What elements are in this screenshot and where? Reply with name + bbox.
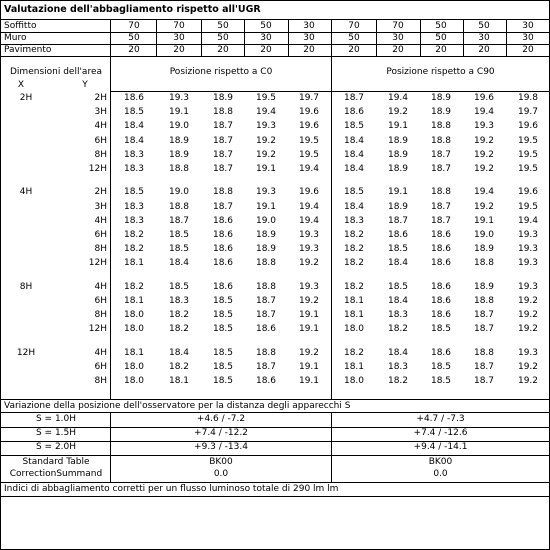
reflectance-value: 50 [478,21,490,31]
ugr-value: 19.3 [517,347,539,358]
ugr-value: 18.4 [343,149,365,160]
grid-line [331,19,332,56]
area-x: 12H [16,347,36,358]
ugr-value: 18.2 [387,376,409,387]
table-title: Valutazione dell'abbagliamento rispetto all'UGR [4,4,261,15]
ugr-value: 19.3 [255,121,277,132]
ugr-value: 18.2 [168,324,190,335]
ugr-value: 19.2 [255,149,277,160]
ugr-value: 18.3 [168,296,190,307]
ugr-value: 18.5 [430,324,452,335]
ugr-value: 18.4 [123,135,145,146]
ugr-value: 19.4 [473,187,495,198]
ugr-value: 18.5 [168,281,190,292]
ugr-value: 18.7 [430,149,452,160]
ugr-value: 19.3 [517,281,539,292]
reflectance-value: 20 [217,45,229,55]
ugr-value: 18.7 [473,310,495,321]
ugr-value: 18.7 [430,164,452,174]
ugr-value: 18.5 [343,121,365,132]
reflectance-value: 20 [392,45,404,55]
ugr-value: 18.9 [168,149,190,160]
ugr-value: 18.6 [255,324,277,335]
grid-line [331,56,332,399]
ugr-value: 19.5 [298,149,320,160]
correction-c0: 0.0 [213,469,229,479]
ugr-value: 18.5 [343,187,365,198]
reflectance-value: 20 [348,45,360,55]
correction-label: CorrectionSummand [9,469,103,479]
ugr-value: 18.5 [212,362,234,373]
ugr-value: 19.1 [298,310,320,321]
grid-line [420,19,421,56]
correction-c90: 0.0 [433,469,448,479]
area-y: 12H [88,164,107,174]
reflectance-value: 20 [478,45,490,55]
ugr-value: 19.3 [298,244,320,255]
ugr-value: 18.7 [473,324,495,335]
ugr-value: 18.9 [212,93,234,103]
area-x: 2H [19,93,33,103]
ugr-value: 18.1 [343,296,365,307]
ugr-value: 18.7 [473,362,495,373]
ugr-value: 18.6 [212,258,234,269]
ugr-value: 18.0 [123,310,145,321]
ugr-value: 18.8 [168,201,190,212]
ugr-value: 19.4 [473,107,495,118]
area-y: 8H [94,244,107,255]
ugr-value: 19.5 [255,93,277,103]
ugr-value: 18.3 [123,201,145,212]
ugr-value: 19.2 [298,347,320,358]
ugr-value: 18.0 [343,376,365,387]
ugr-value: 19.4 [255,107,277,118]
reflectance-label: Pavimento [4,45,52,55]
reflectance-value: 70 [392,21,404,31]
ugr-value: 18.4 [387,347,409,358]
ugr-value: 18.0 [343,324,365,335]
ugr-value: 18.2 [343,281,365,292]
reflectance-value: 30 [173,33,185,43]
ugr-value: 19.3 [517,244,539,255]
area-y: 6H [94,135,107,146]
ugr-value: 18.3 [343,215,365,226]
c90-header: Posizione rispetto a C90 [386,67,495,77]
dimensions-header: Dimensioni dell'area [10,67,102,77]
ugr-value: 19.3 [517,230,539,241]
ugr-value: 19.6 [517,187,539,198]
reflectance-value: 50 [435,21,447,31]
ugr-value: 19.5 [298,135,320,146]
ugr-value: 19.3 [298,230,320,241]
ugr-value: 18.7 [430,215,452,226]
ugr-value: 18.5 [430,376,452,387]
ugr-value: 18.3 [123,149,145,160]
ugr-value: 19.6 [298,107,320,118]
x-label: X [17,80,25,90]
ugr-value: 18.9 [473,281,495,292]
grid-line [1,496,549,497]
ugr-value: 19.2 [517,296,539,307]
reflectance-value: 50 [260,21,272,31]
ugr-value: 19.5 [517,135,539,146]
grid-line [288,19,289,56]
ugr-value: 18.2 [343,244,365,255]
variation-s-label: S = 1.5H [35,428,77,438]
standard-table-c0: BK00 [209,457,233,467]
ugr-value: 18.4 [168,347,190,358]
ugr-value: 19.2 [473,164,495,174]
reflectance-value: 50 [435,33,447,43]
ugr-value: 18.6 [123,93,145,103]
ugr-value: 18.6 [343,107,365,118]
ugr-value: 18.4 [168,258,190,269]
ugr-value: 18.6 [430,281,452,292]
ugr-value: 18.0 [123,376,145,387]
reflectance-value: 20 [435,45,447,55]
ugr-value: 18.8 [212,107,234,118]
ugr-value: 19.2 [517,376,539,387]
ugr-value: 18.7 [387,215,409,226]
ugr-value: 18.6 [430,310,452,321]
ugr-value: 19.1 [168,107,190,118]
ugr-value: 18.6 [430,244,452,255]
standard-table-label: Standard Table [22,457,90,467]
area-x: 4H [19,187,33,198]
standard-table-c90: BK00 [428,457,453,467]
ugr-value: 18.8 [430,121,452,132]
footnote: Indici di abbagliamento corretti per un flusso luminoso totale di 290 lm lm [4,484,339,494]
ugr-value: 18.4 [343,201,365,212]
ugr-value: 18.6 [430,347,452,358]
ugr-value: 18.9 [430,93,452,103]
ugr-value: 18.1 [343,362,365,373]
ugr-value: 18.5 [212,347,234,358]
ugr-value: 18.8 [168,164,190,174]
ugr-value: 19.1 [298,362,320,373]
ugr-value: 19.3 [255,187,277,198]
reflectance-value: 50 [348,33,360,43]
ugr-value: 18.3 [123,164,145,174]
reflectance-value: 30 [260,33,272,43]
area-y: 6H [94,296,107,307]
ugr-value: 18.7 [168,215,190,226]
grid-line [110,412,111,482]
ugr-value: 18.0 [123,362,145,373]
ugr-value: 18.4 [343,135,365,146]
ugr-value: 19.2 [473,135,495,146]
ugr-value: 19.2 [255,135,277,146]
ugr-value: 18.7 [255,362,277,373]
ugr-value: 19.1 [298,376,320,387]
ugr-value: 18.5 [212,376,234,387]
ugr-value: 18.4 [123,121,145,132]
ugr-value: 18.7 [255,310,277,321]
ugr-value: 18.7 [430,201,452,212]
reflectance-value: 20 [260,45,272,55]
reflectance-value: 30 [303,21,315,31]
ugr-value: 18.9 [387,149,409,160]
ugr-value: 19.4 [298,215,320,226]
area-y: 4H [94,215,107,226]
ugr-value: 18.8 [430,135,452,146]
ugr-value: 18.2 [123,230,145,241]
ugr-value: 19.3 [473,121,495,132]
c0-header: Posizione rispetto a C0 [169,67,273,77]
area-y: 4H [94,347,107,358]
area-y: 2H [94,93,107,103]
grid-line [463,19,464,56]
reflectance-value: 50 [217,21,229,31]
grid-line [331,412,332,482]
ugr-value: 19.2 [473,149,495,160]
area-y: 12H [88,258,107,269]
variation-c0: +4.6 / -7.2 [196,414,246,424]
ugr-value: 18.7 [473,376,495,387]
ugr-value: 19.3 [168,93,190,103]
ugr-value: 18.5 [123,107,145,118]
ugr-value: 18.8 [430,187,452,198]
ugr-value: 19.1 [387,187,409,198]
ugr-value: 19.2 [517,310,539,321]
ugr-value: 18.6 [212,244,234,255]
reflectance-value: 30 [303,33,315,43]
ugr-value: 18.6 [430,258,452,269]
reflectance-value: 70 [128,21,140,31]
reflectance-value: 30 [478,33,490,43]
grid-line [506,19,507,56]
reflectance-value: 20 [173,45,185,55]
grid-line [110,19,111,56]
grid-line [156,19,157,56]
ugr-value: 19.5 [517,164,539,174]
ugr-value: 19.2 [298,258,320,269]
ugr-value: 18.3 [387,362,409,373]
ugr-value: 19.4 [387,93,409,103]
grid-line [110,56,111,399]
ugr-value: 18.7 [212,135,234,146]
ugr-value: 18.9 [168,135,190,146]
reflectance-value: 50 [128,33,140,43]
ugr-value: 18.8 [473,258,495,269]
area-y: 2H [94,187,107,198]
ugr-value: 18.6 [430,230,452,241]
ugr-value: 19.6 [473,93,495,103]
ugr-value: 19.1 [255,201,277,212]
ugr-value: 19.8 [517,93,539,103]
ugr-value: 18.2 [123,244,145,255]
ugr-value: 19.3 [298,281,320,292]
ugr-value: 19.3 [517,258,539,269]
ugr-value: 18.6 [212,230,234,241]
grid-line [244,19,245,56]
ugr-value: 18.2 [168,362,190,373]
area-y: 8H [94,376,107,387]
ugr-value: 18.5 [168,230,190,241]
ugr-value: 18.2 [343,230,365,241]
reflectance-label: Soffitto [4,21,37,31]
area-y: 8H [94,310,107,321]
variation-label: Variazione della posizione dell'osservatore per la distanza degli apparecchi S [4,401,351,411]
ugr-value: 18.2 [123,281,145,292]
ugr-value: 18.7 [212,121,234,132]
reflectance-value: 20 [522,45,534,55]
ugr-value: 18.3 [387,310,409,321]
ugr-value: 18.4 [387,296,409,307]
reflectance-value: 50 [217,33,229,43]
variation-s-label: S = 2.0H [35,442,77,452]
ugr-value: 19.0 [168,121,190,132]
grid-line [201,19,202,56]
ugr-value: 19.6 [517,121,539,132]
ugr-value: 18.9 [473,244,495,255]
ugr-value: 19.2 [517,362,539,373]
ugr-value: 18.9 [430,107,452,118]
ugr-value: 19.2 [387,107,409,118]
reflectance-label: Muro [4,33,27,43]
area-y: 6H [94,230,107,241]
ugr-value: 19.4 [298,164,320,174]
ugr-value: 18.2 [343,258,365,269]
variation-s-label: S = 1.0H [35,414,77,424]
ugr-value: 18.8 [255,281,277,292]
reflectance-value: 20 [303,45,315,55]
ugr-value: 18.3 [123,215,145,226]
grid-line [376,19,377,56]
ugr-value: 18.5 [123,187,145,198]
variation-c90: +7.4 / -12.6 [413,428,468,438]
area-y: 4H [94,121,107,132]
variation-c90: +4.7 / -7.3 [416,414,465,424]
area-y: 12H [88,324,107,335]
ugr-value: 19.1 [387,121,409,132]
grid-line [1,56,549,57]
area-y: 3H [94,201,107,212]
ugr-value: 18.7 [212,201,234,212]
ugr-value: 18.5 [387,244,409,255]
ugr-value: 19.1 [473,215,495,226]
ugr-value: 18.5 [430,362,452,373]
ugr-value: 19.7 [517,107,539,118]
ugr-value: 18.9 [387,201,409,212]
ugr-value: 18.9 [255,244,277,255]
ugr-value: 18.8 [255,347,277,358]
y-label: Y [82,80,88,90]
ugr-value: 18.5 [168,244,190,255]
reflectance-value: 70 [173,21,185,31]
reflectance-value: 30 [392,33,404,43]
area-y: 4H [94,281,107,292]
ugr-value: 18.5 [212,296,234,307]
ugr-value: 19.1 [298,324,320,335]
ugr-value: 18.6 [255,376,277,387]
ugr-value: 18.5 [212,310,234,321]
area-y: 6H [94,362,107,373]
ugr-value: 18.0 [123,324,145,335]
ugr-value: 19.5 [517,149,539,160]
ugr-value: 18.6 [430,296,452,307]
area-y: 8H [94,149,107,160]
ugr-value: 18.6 [387,230,409,241]
ugr-value: 19.6 [298,187,320,198]
reflectance-value: 70 [348,21,360,31]
ugr-value: 18.1 [123,296,145,307]
ugr-value: 19.4 [517,215,539,226]
ugr-value: 19.7 [298,93,320,103]
ugr-value: 18.1 [343,310,365,321]
ugr-value: 18.7 [343,93,365,103]
ugr-value: 18.4 [387,258,409,269]
ugr-value: 19.1 [255,164,277,174]
ugr-value: 19.0 [255,215,277,226]
ugr-value: 18.7 [212,149,234,160]
ugr-value: 19.4 [298,201,320,212]
ugr-value: 19.0 [168,187,190,198]
ugr-value: 19.5 [517,201,539,212]
reflectance-value: 30 [522,21,534,31]
reflectance-value: 20 [128,45,140,55]
ugr-value: 19.2 [473,201,495,212]
area-y: 3H [94,107,107,118]
area-x: 8H [19,281,33,292]
ugr-value: 18.7 [212,164,234,174]
ugr-value: 18.6 [212,281,234,292]
ugr-value: 18.5 [387,281,409,292]
ugr-value: 19.0 [473,230,495,241]
ugr-value: 18.9 [255,230,277,241]
variation-c90: +9.4 / -14.1 [413,442,468,452]
ugr-value: 18.8 [473,347,495,358]
ugr-value: 19.2 [298,296,320,307]
ugr-value: 18.8 [212,187,234,198]
ugr-value: 18.9 [387,164,409,174]
ugr-value: 18.1 [123,347,145,358]
ugr-value: 18.7 [255,296,277,307]
ugr-value: 19.2 [517,324,539,335]
ugr-value: 18.2 [168,310,190,321]
ugr-value: 18.8 [255,258,277,269]
variation-c0: +7.4 / -12.2 [194,428,248,438]
ugr-value: 18.5 [212,324,234,335]
ugr-value: 18.2 [343,347,365,358]
ugr-value: 19.6 [298,121,320,132]
ugr-value: 18.2 [387,324,409,335]
ugr-value: 18.8 [473,296,495,307]
ugr-value: 18.9 [387,135,409,146]
ugr-value: 18.1 [168,376,190,387]
ugr-value: 18.4 [343,164,365,174]
reflectance-value: 30 [522,33,534,43]
ugr-value: 18.1 [123,258,145,269]
ugr-value: 18.6 [212,215,234,226]
variation-c0: +9.3 / -13.4 [194,442,248,452]
